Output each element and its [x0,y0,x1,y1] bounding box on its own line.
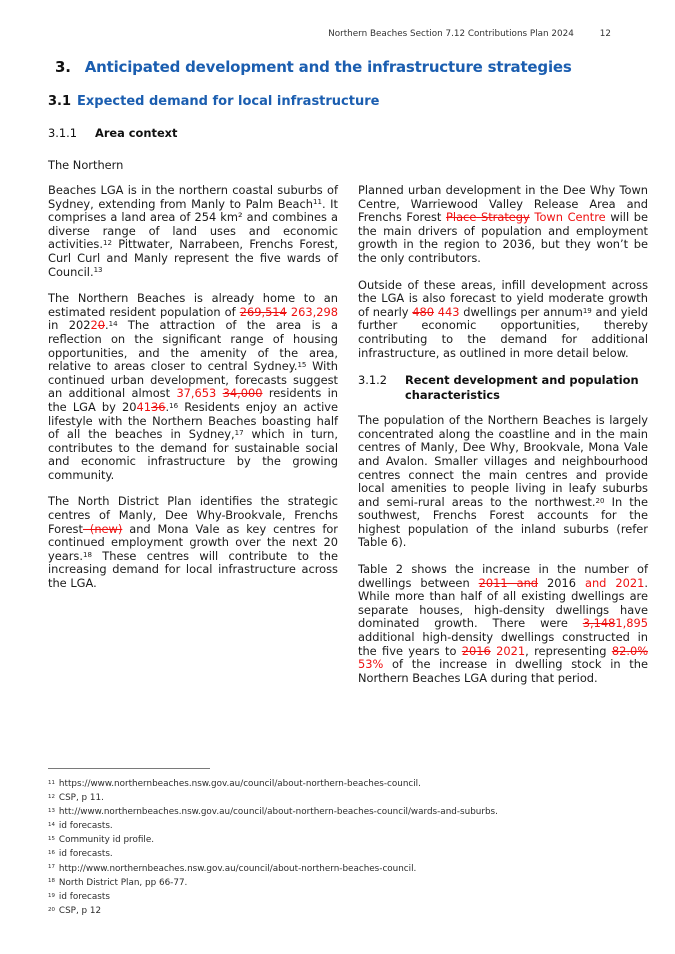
running-header [0,29,611,39]
section-title: Recent development and population characteristics [405,373,639,402]
section-title: Area context [95,126,178,140]
footnote-number: 11 [48,779,55,786]
footnote-text: North District Plan, pp 66-77. [58,877,188,888]
footnote [48,847,648,861]
footnote-number: 20 [48,906,55,913]
paragraph: Outside of these areas, infill development across the LGA is also forecast to yield moderate growth of nearly 480 443 dwellings per annum$^{19}$ and yield further economic opportunities, thereby contributing to the demand for additional infrastructure, as outlined in more detail below. [358,277,649,360]
footnote-text: CSP, p 12 [58,905,102,916]
footnote-text: id forecasts. [58,821,113,832]
intro-line: The Northern [48,158,124,172]
footnote-text: Community id profile. [58,835,155,846]
section-heading-3 [55,58,645,76]
footnote-number: 17 [48,864,55,871]
footnote-text: id forecasts. [58,849,113,860]
footnote-number: 19 [48,892,55,899]
footnote [48,819,648,833]
footnote-number: 14 [48,822,55,829]
footnote-text: id forecasts [58,891,110,902]
section-number: 3.1.2 [358,373,387,388]
footnote [48,777,648,791]
document-title: Northern Beaches Section 7.12 Contributions Plan 2024 [328,29,574,39]
section-title: Anticipated development and the infrastructure strategies [84,58,572,76]
paragraph: The population of the Northern Beaches is largely concentrated along the coastline and in the main centres of Manly, Dee Why, Brookvale, Mona Vale and Avalon. Smaller villages and neighbourhood centres connect the main centres and provide local amenities to people living in leafy suburbs and semi-rural areas to the northwest.$^{20}$ In the southwest, Frenchs Forest accounts for the highest population of the inland suburbs (refer Table 6). [358,413,649,550]
footnote [48,904,648,918]
right-column [358,184,648,698]
section-number: 3. [55,58,71,76]
footnotes-section [48,768,648,918]
paragraph: The North District Plan identifies the strategic centres of Manly, Dee Why-Brookvale, Frenchs Forest (new) and Mona Vale as key centres for continued employment growth over the next 20 years.$^{18}$ These centres will contribute to the increasing demand for local infrastructure across the LGA. [48,494,338,591]
footnote-number: 15 [48,836,55,843]
footnote-number: 16 [48,850,55,857]
footnote-number: 12 [48,793,55,800]
body-columns [48,184,648,698]
section-heading-3-1-1 [48,126,645,140]
page-number: 12 [599,29,611,39]
footnote [48,791,648,805]
footnote-number: 13 [48,808,55,815]
footnote [48,833,648,847]
footnote [48,805,648,819]
paragraph: The Northern Beaches is already home to an estimated resident population of 269,514 263,298 in 20220.14 The attraction of the area is a reflection on the significant range of housing opportunities, and the amenity of the area, relative to areas closer to central Sydney.$^{15}$ With continued urban development, forecasts suggest an additional almost 37,653 34,000 residents in the LGA by 204136.16 Residents enjoy an active lifestyle with the Northern Beaches boasting half of all the beaches in Sydney,$^{17}$ which in turn, contributes to the demand for sustainable social and economic infrastructure by the growing community. [48,291,339,482]
footnote-text: htt://www.northernbeaches.nsw.gov.au/council/about-northern-beaches-council/wards-and-suburbs. [58,807,498,818]
footnote-text: https://www.northernbeaches.nsw.gov.au/council/about-northern-beaches-council. [58,779,421,789]
paragraph: Beaches LGA is in the northern coastal suburbs of Sydney, extending from Manly to Palm Beach$^{11}$. It comprises a land area of 254 km² and combines a diverse range of land uses and economic activities.$^{12}$ Pittwater, Narrabeen, Frenchs Forest, Curl Curl and Manly represent the five wards of Council.$^{13}$ [48,183,338,279]
section-number: 3.1 [48,94,72,109]
section-heading-3-1-2 [358,373,648,402]
left-column [48,184,338,698]
footnote [48,862,648,876]
section-title: Expected demand for local infrastructure [77,94,380,109]
section-number: 3.1.1 [48,126,77,140]
paragraph: Table 2 shows the increase in the number of dwellings between 2011 and 2016 and 2021. While more than half of all existing dwellings are separate houses, high-density dwellings have dominated growth. There were 3,1481,895 additional high-density dwellings constructed in the five years to 2016 2021, representing 82.0% 53% of the increase in dwelling stock in the Northern Beaches LGA during that period. [358,562,649,685]
footnote-text: CSP, p 11. [58,793,104,804]
footnote [48,876,648,890]
footnote-number: 18 [48,878,55,885]
section-heading-3-1 [48,94,645,109]
paragraph: Planned urban development in the Dee Why Town Centre, Warriewood Valley Release Area and Frenchs Forest Place Strategy Town Centre will be the main drivers of population and employment growth in the region to 2036, but they won’t be the only contributors. [358,183,649,265]
footnote-text: http://www.northernbeaches.nsw.gov.au/council/about-northern-beaches-council. [58,863,417,874]
footnote-separator [48,768,210,769]
footnote [48,890,648,904]
